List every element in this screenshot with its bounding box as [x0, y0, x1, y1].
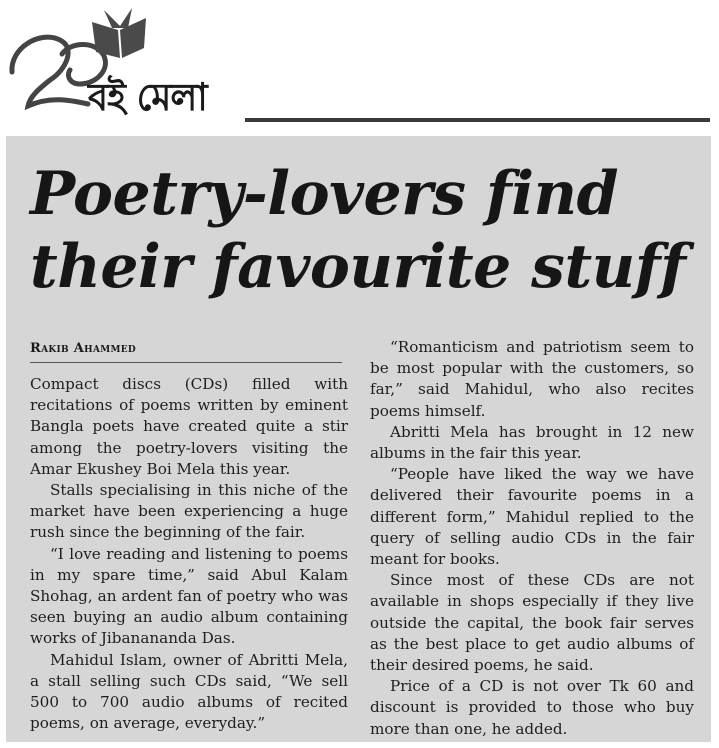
book-icon: [92, 8, 146, 58]
paragraph: Compact discs (CDs) filled with recitations of poems written by eminent Bangla poets have created quite a stir among the poetry-lovers visiting the Amar Ekushey Boi Mela this year.: [30, 375, 348, 478]
headline: [30, 158, 700, 304]
paragraph: Price of a CD is not over Tk 60 and discount is provided to those who buy more than one, he added.: [370, 677, 694, 738]
masthead-rule: [245, 118, 710, 122]
paragraph: “People have liked the way we have delivered their favourite poems in a different form,” Mahidul replied to the query of selling audio CDs in the fair meant for books.: [370, 465, 694, 569]
paragraph: “I love reading and listening to poems in my spare time,” said Abul Kalam Shohag, an ardent fan of poetry who was seen buying an audio album containing works of Jibanananda Das.: [30, 544, 348, 648]
headline-line-2: their favourite stuff: [30, 232, 686, 302]
article-column-right: [370, 337, 694, 740]
paragraph: Stalls specialising in this niche of the market have been experiencing a huge rush since the beginning of the fair.: [30, 481, 348, 542]
paragraph: Abritti Mela has brought in 12 new albums in the fair this year.: [370, 422, 694, 463]
masthead: [0, 0, 719, 130]
byline: Rakib Ahammed: [30, 341, 342, 363]
article-column-left: [30, 374, 348, 734]
paragraph: “Romanticism and patriotism seem to be most popular with the customers, so far,” said Mahidul, who also recites poems himself.: [370, 338, 694, 420]
headline-line-1: Poetry-lovers find: [30, 159, 619, 229]
paragraph: Mahidul Islam, owner of Abritti Mela, a stall selling such CDs said, “We sell 500 to 700 audio albums of recited poems, on average, everyday.”: [30, 650, 348, 733]
masthead-title: বই মেলা: [88, 74, 207, 119]
article-panel: [6, 136, 711, 742]
paragraph: Since most of these CDs are not available in shops especially if they live outside the capital, the book fair serves as the best place to get audio albums of their desired poems, he said.: [370, 571, 694, 675]
